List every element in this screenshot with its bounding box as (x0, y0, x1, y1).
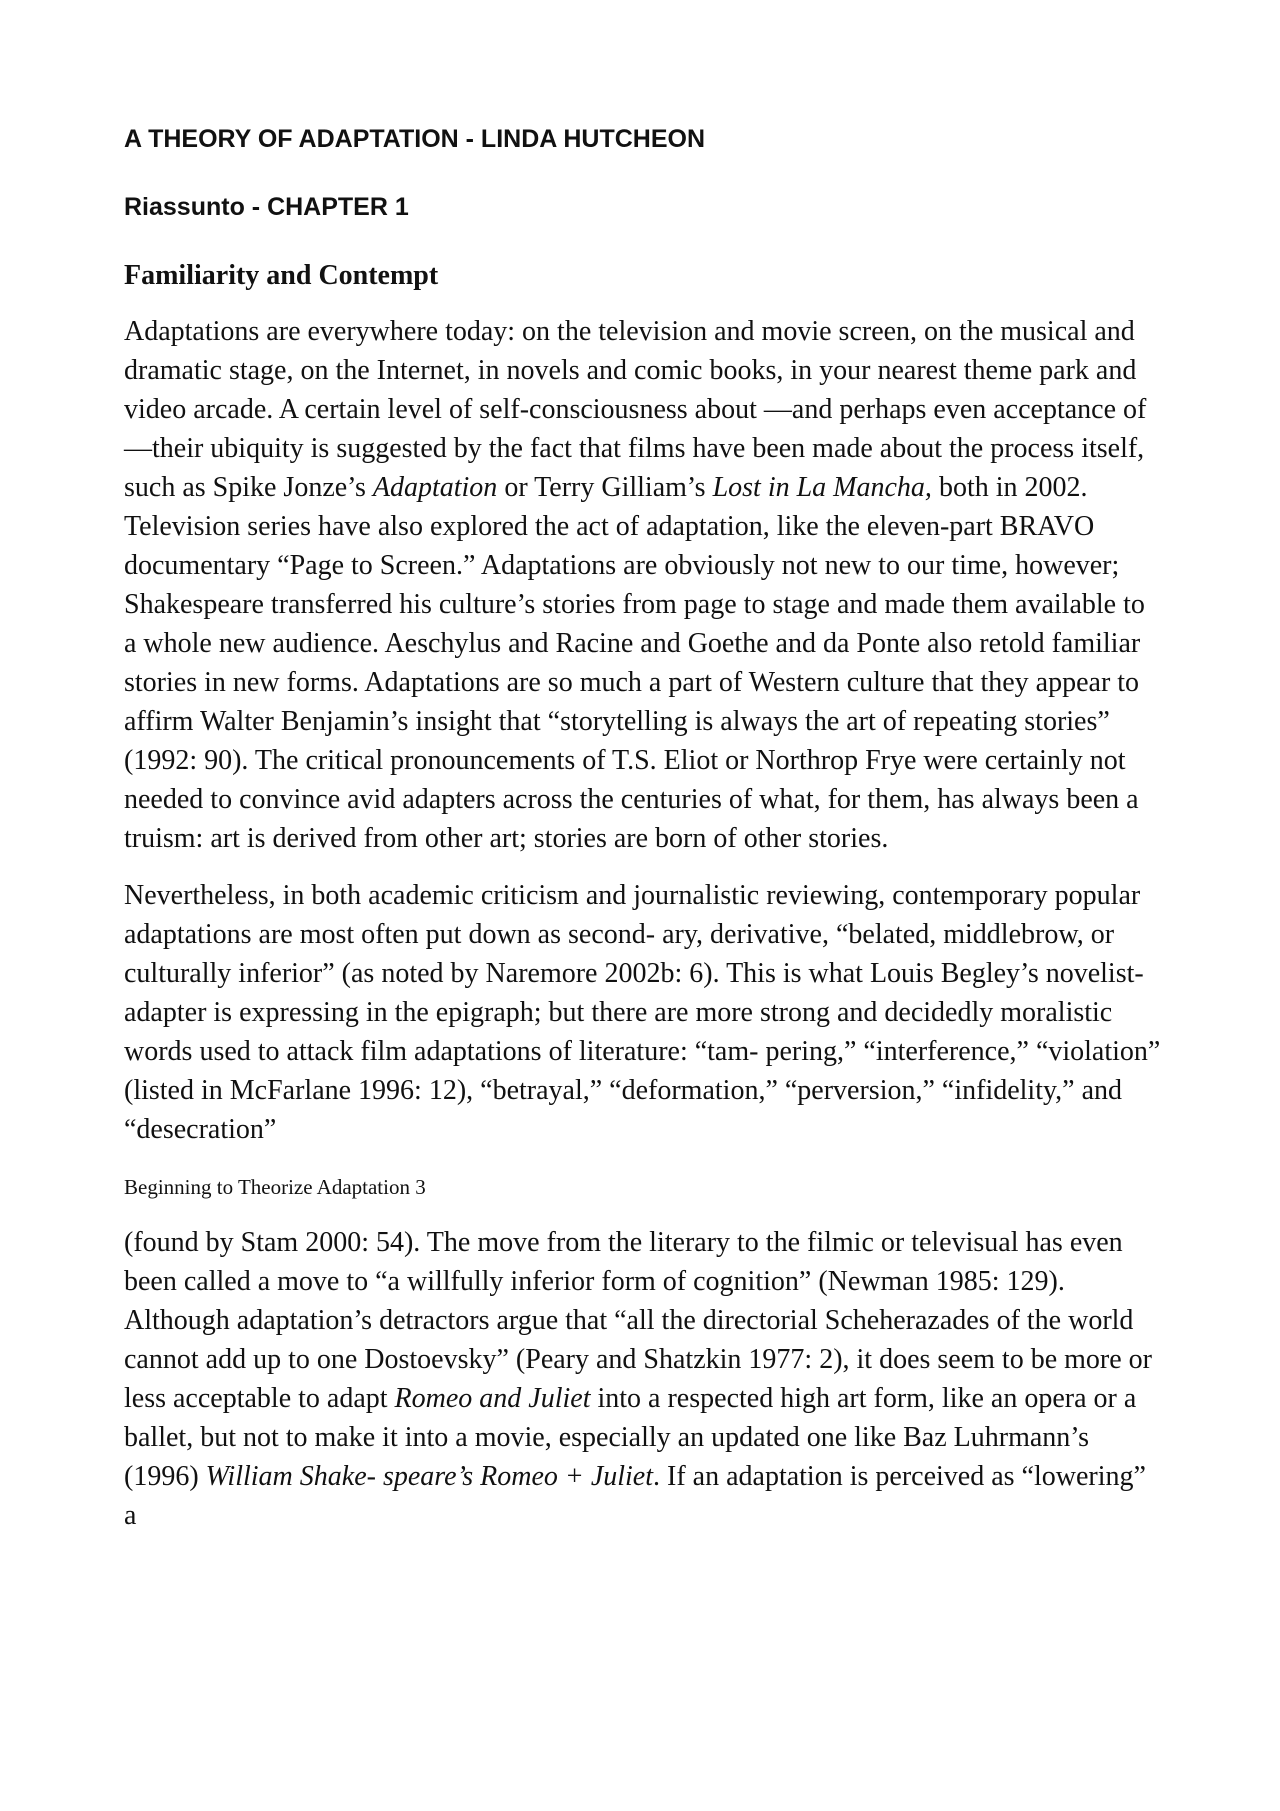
paragraph-1-text-2: or Terry Gilliam’s (497, 472, 713, 503)
running-head: Beginning to Theorize Adaptation 3 (124, 1175, 426, 1199)
paragraph-3 (124, 1223, 1164, 1535)
paragraph-3-text-3: . If an adaptation is perceived as “lowering” a (124, 1461, 1146, 1531)
paragraph-1-text-3: both in 2002. Television series have also explored the act of adaptation, like the eleven-part BRAVO documentary “Page to Screen.” Adaptations are obviously not new to our time, however; Shakespeare transferred his culture’s stories from page to stage and made them available to a whole new audience. Aeschylus and Racine and Goethe and da Ponte also retold familiar stories in new forms. Adaptations are so much a part of Western culture that they appear to affirm Walter Benjamin’s insight that “storytelling is always the art of repeating stories” (1992: 90). The critical pronouncements of T.S. Eliot or Northrop Frye were certainly not needed to convince avid adapters across the centuries of what, for them, has always been a truism: art is derived from other art; stories are born of other stories. (124, 472, 1145, 854)
paragraph-1-italic-adaptation: Adaptation (372, 472, 498, 503)
paragraph-1 (124, 312, 1164, 858)
paragraph-3-italic-william-shakespeare: William Shake- speare’s Romeo + Juliet (205, 1461, 654, 1492)
paragraph-2: Nevertheless, in both academic criticism and journalistic reviewing, contemporary popular adaptations are most often put down as second- ary, derivative, “belated, middlebrow, or culturally inferior” (as noted by Naremore 2002b: 6). This is what Louis Begley’s novelist-adapter is expressing in the epigraph; but there are more strong and decidedly moralistic words used to attack film adaptations of literature: “tam- pering,” “interference,” “violation” (listed in McFarlane 1996: 12), “betrayal,” “deformation,” “perversion,” “infidelity,” and “desecration” (124, 880, 1161, 1145)
document-subtitle: Riassunto - CHAPTER 1 (124, 193, 409, 221)
page-content (124, 122, 1164, 1553)
paragraph-1-text-1: Adaptations are everywhere today: on the television and movie screen, on the musical and dramatic stage, on the Internet, in novels and comic books, in your nearest theme park and video arcade. A certain level of self-consciousness about —and perhaps even acceptance of—their ubiquity is suggested by the fact that films have been made about the process itself, such as Spike Jonze’s (124, 316, 1147, 503)
section-heading: Familiarity and Contempt (124, 260, 439, 291)
paragraph-3-italic-romeo-and-juliet: Romeo and Juliet (394, 1383, 591, 1414)
document-title: A THEORY OF ADAPTATION - LINDA HUTCHEON (124, 125, 705, 153)
paragraph-3-text-1: (found by Stam 2000: 54). The move from the literary to the filmic or televisual has even been called a move to “a willfully inferior form of cognition” (Newman 1985: 129). Although adaptation’s detractors argue that “all the directorial Scheherazades of the world cannot add up to one Dostoevsky” (Peary and Shatzkin 1977: 2), it does seem to be more or less acceptable to adapt (124, 1227, 1152, 1414)
paragraph-1-italic-lost-in-la-mancha: Lost in La Mancha, (712, 472, 932, 503)
paragraph-3-text-2: into a respected high art form, like an opera or a ballet, but not to make it into a movie, especially an updated one like Baz Luhrmann’s (1996) (124, 1383, 1137, 1492)
